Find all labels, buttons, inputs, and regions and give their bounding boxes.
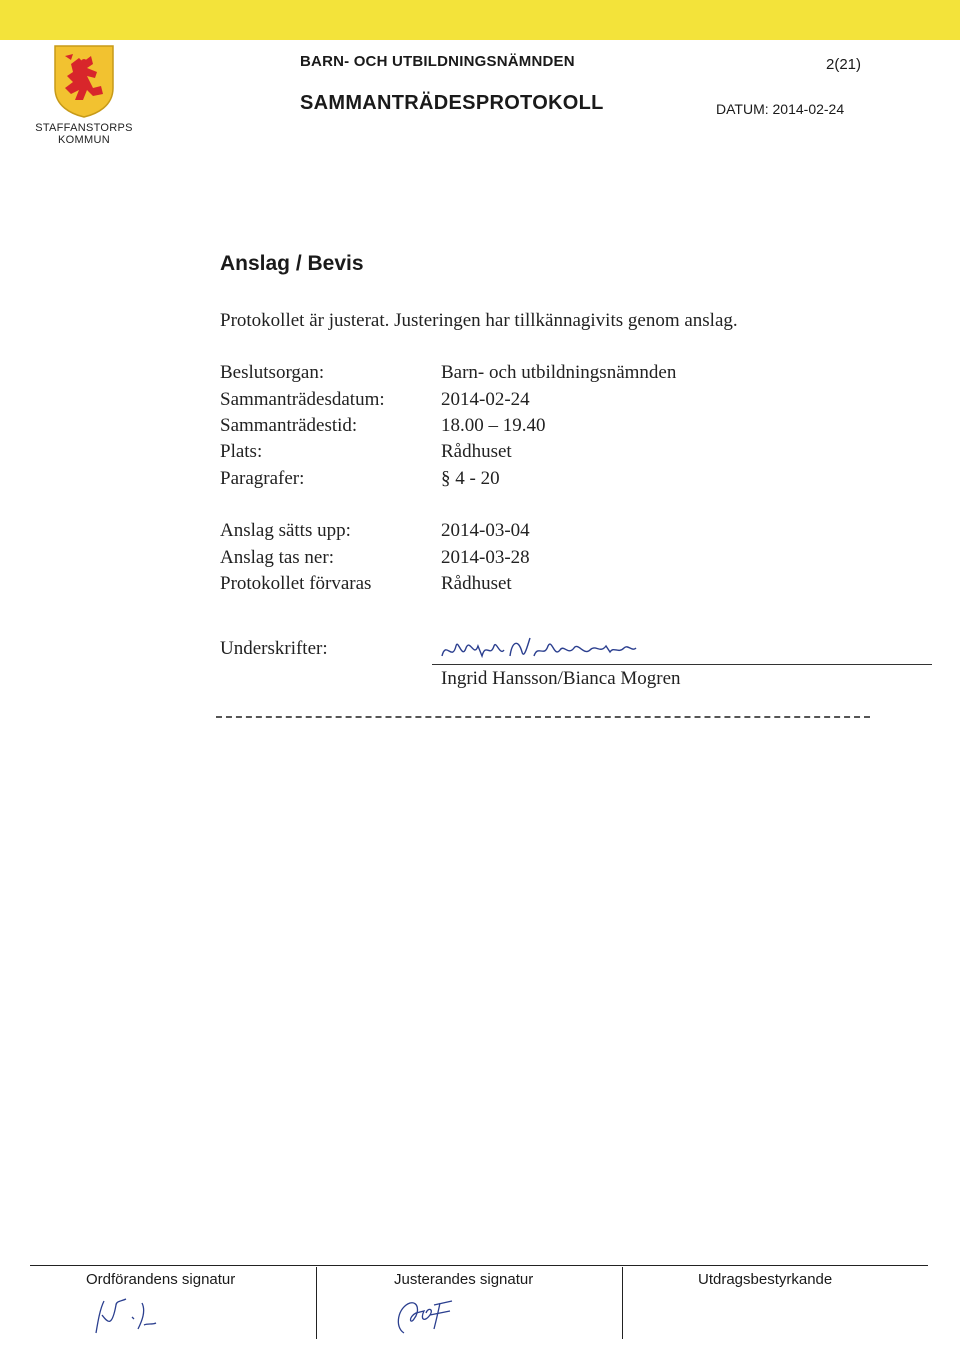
committee-name: BARN- OCH UTBILDNINGSNÄMNDEN: [300, 53, 575, 70]
detail-label: Beslutsorgan:: [220, 362, 325, 383]
detail-label: Plats:: [220, 441, 263, 462]
posting-label: Anslag tas ner:: [220, 547, 334, 568]
footer-label-chair: Ordförandens signatur: [86, 1271, 236, 1288]
posting-value: 2014-03-28: [441, 547, 530, 568]
municipality-name: STAFFANSTORPS KOMMUN: [35, 122, 133, 146]
posting-label: Protokollet förvaras: [220, 573, 372, 594]
signature-line: [432, 664, 932, 665]
page-number: 2(21): [826, 56, 862, 73]
detail-value: Rådhuset: [441, 441, 512, 462]
posting-label: Anslag sätts upp:: [220, 520, 351, 541]
coat-of-arms-icon: [53, 44, 115, 118]
section-heading: Anslag / Bevis: [220, 252, 364, 275]
footer-divider: [316, 1267, 317, 1339]
footer-label-extract: Utdragsbestyrkande: [698, 1271, 833, 1288]
detail-value: Barn- och utbildningsnämnden: [441, 362, 677, 383]
detail-value: § 4 - 20: [441, 468, 500, 489]
detail-label: Paragrafer:: [220, 468, 305, 489]
footer-label-adjuster: Justerandes signatur: [394, 1271, 534, 1288]
municipality-logo: [24, 44, 144, 146]
scan-edge-band: [0, 0, 960, 40]
document-title: SAMMANTRÄDESPROTOKOLL: [300, 92, 604, 114]
signature-footer: [30, 1265, 928, 1341]
footer-divider: [622, 1267, 623, 1339]
detail-value: 18.00 – 19.40: [441, 415, 546, 436]
signatory-name: Ingrid Hansson/Bianca Mogren: [441, 668, 681, 689]
posting-value: Rådhuset: [441, 573, 512, 594]
footer-rule: [30, 1265, 928, 1266]
signatures-label: Underskrifter:: [220, 638, 328, 659]
adjuster-initials-signature: [380, 1297, 470, 1337]
detail-value: 2014-02-24: [441, 389, 530, 410]
detail-label: Sammanträdestid:: [220, 415, 358, 436]
chair-initials-signature: [86, 1295, 176, 1337]
intro-text: Protokollet är justerat. Justeringen har tillkännagivits genom anslag.: [220, 310, 738, 331]
posting-value: 2014-03-04: [441, 520, 530, 541]
dashed-divider: [216, 716, 870, 718]
detail-label: Sammanträdesdatum:: [220, 389, 385, 410]
signature-block: [220, 630, 940, 700]
document-date: DATUM: 2014-02-24: [716, 101, 845, 117]
handwritten-signature: [438, 632, 688, 666]
